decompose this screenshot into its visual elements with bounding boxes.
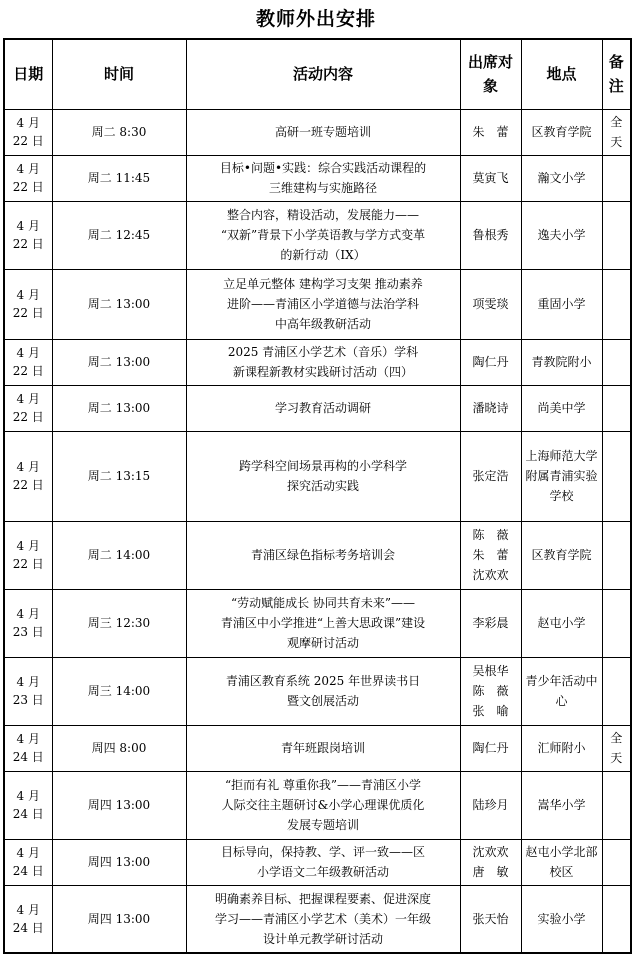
- row-time: 周二 13:15: [52, 431, 186, 521]
- row-date: 4 月 22 日: [4, 109, 52, 155]
- row-content: 青浦区教育系统 2025 年世界读书日 暨文创展活动: [186, 657, 460, 725]
- row-location: 逸夫小学: [521, 201, 602, 269]
- table-row: [4, 771, 631, 839]
- row-attendee: 莫寅飞: [460, 155, 521, 201]
- row-note: [602, 201, 631, 269]
- row-attendee: 陈 薇 朱 蕾 沈欢欢: [460, 521, 521, 589]
- row-attendee: 陶仁丹: [460, 339, 521, 385]
- row-date: 4 月 23 日: [4, 657, 52, 725]
- row-time: 周二 12:45: [52, 201, 186, 269]
- row-content: 立足单元整体 建构学习支架 推动素养 进阶——青浦区小学道德与法治学科 中高年级教研活动: [186, 269, 460, 339]
- table-row: [4, 589, 631, 657]
- row-attendee: 陶仁丹: [460, 725, 521, 771]
- schedule-table: [3, 38, 632, 954]
- row-date: 4 月 22 日: [4, 385, 52, 431]
- row-attendee: 沈欢欢 唐 敏: [460, 839, 521, 885]
- row-attendee: 朱 蕾: [460, 109, 521, 155]
- row-time: 周三 14:00: [52, 657, 186, 725]
- row-date: 4 月 22 日: [4, 269, 52, 339]
- row-date: 4 月 24 日: [4, 839, 52, 885]
- row-location: 区教育学院: [521, 109, 602, 155]
- row-location: 嵩华小学: [521, 771, 602, 839]
- row-time: 周四 13:00: [52, 839, 186, 885]
- row-attendee: 张定浩: [460, 431, 521, 521]
- row-time: 周二 8:30: [52, 109, 186, 155]
- table-row: [4, 839, 631, 885]
- row-date: 4 月 23 日: [4, 589, 52, 657]
- row-time: 周四 13:00: [52, 885, 186, 953]
- row-note: [602, 431, 631, 521]
- row-time: 周二 13:00: [52, 269, 186, 339]
- row-note: [602, 885, 631, 953]
- row-note: [602, 155, 631, 201]
- row-content: 2025 青浦区小学艺术（音乐）学科 新课程新教材实践研讨活动（四）: [186, 339, 460, 385]
- row-time: 周二 14:00: [52, 521, 186, 589]
- row-location: 上海师范大学附属青浦实验学校: [521, 431, 602, 521]
- row-location: 赵屯小学: [521, 589, 602, 657]
- row-content: 跨学科空间场景再构的小学科学 探究活动实践: [186, 431, 460, 521]
- table-row: [4, 521, 631, 589]
- row-attendee: 鲁根秀: [460, 201, 521, 269]
- row-location: 青教院附小: [521, 339, 602, 385]
- row-location: 区教育学院: [521, 521, 602, 589]
- row-location: 汇师附小: [521, 725, 602, 771]
- row-location: 尚美中学: [521, 385, 602, 431]
- header-time: 时间: [52, 39, 186, 109]
- header-content: 活动内容: [186, 39, 460, 109]
- row-date: 4 月 24 日: [4, 771, 52, 839]
- row-date: 4 月 22 日: [4, 431, 52, 521]
- header-note: 备注: [602, 39, 631, 109]
- row-content: 目标导向，保持教、学、评一致——区 小学语文二年级教研活动: [186, 839, 460, 885]
- row-time: 周二 13:00: [52, 339, 186, 385]
- row-content: “劳动赋能成长 协同共育未来”—— 青浦区中小学推进“上善大思政课”建设 观摩研讨活动: [186, 589, 460, 657]
- row-attendee: 项雯琰: [460, 269, 521, 339]
- table-row: [4, 109, 631, 155]
- row-note: [602, 521, 631, 589]
- row-date: 4 月 22 日: [4, 155, 52, 201]
- row-note: [602, 771, 631, 839]
- table-row: [4, 201, 631, 269]
- row-location: 青少年活动中心: [521, 657, 602, 725]
- row-date: 4 月 22 日: [4, 521, 52, 589]
- row-content: “拒而有礼 尊重你我”——青浦区小学 人际交往主题研讨&小学心理课优质化 发展专题培训: [186, 771, 460, 839]
- row-date: 4 月 24 日: [4, 725, 52, 771]
- row-date: 4 月 24 日: [4, 885, 52, 953]
- table-row: [4, 385, 631, 431]
- row-location: 实验小学: [521, 885, 602, 953]
- row-content: 青年班跟岗培训: [186, 725, 460, 771]
- row-note: 全天: [602, 725, 631, 771]
- row-content: 学习教育活动调研: [186, 385, 460, 431]
- row-content: 高研一班专题培训: [186, 109, 460, 155]
- page-title: 教师外出安排: [255, 8, 376, 30]
- header-attendee: 出席对象: [460, 39, 521, 109]
- table-row: [4, 339, 631, 385]
- row-content: 目标•问题•实践：综合实践活动课程的 三维建构与实施路径: [186, 155, 460, 201]
- table-row: [4, 725, 631, 771]
- table-row: [4, 269, 631, 339]
- row-location: 赵屯小学北部校区: [521, 839, 602, 885]
- header-date: 日期: [4, 39, 52, 109]
- row-note: [602, 385, 631, 431]
- row-attendee: 潘晓诗: [460, 385, 521, 431]
- row-date: 4 月 22 日: [4, 201, 52, 269]
- row-time: 周二 11:45: [52, 155, 186, 201]
- row-time: 周二 13:00: [52, 385, 186, 431]
- row-note: [602, 657, 631, 725]
- row-attendee: 吴根华 陈 薇 张 喻: [460, 657, 521, 725]
- table-row: [4, 657, 631, 725]
- row-time: 周四 8:00: [52, 725, 186, 771]
- row-attendee: 陆珍月: [460, 771, 521, 839]
- table-row: [4, 155, 631, 201]
- row-note: [602, 269, 631, 339]
- row-attendee: 李彩晨: [460, 589, 521, 657]
- table-row: [4, 431, 631, 521]
- table-row: [4, 885, 631, 953]
- row-location: 瀚文小学: [521, 155, 602, 201]
- header-row: [4, 39, 631, 109]
- row-attendee: 张天怡: [460, 885, 521, 953]
- row-note: [602, 339, 631, 385]
- row-note: [602, 589, 631, 657]
- row-content: 青浦区绿色指标考务培训会: [186, 521, 460, 589]
- row-location: 重固小学: [521, 269, 602, 339]
- row-time: 周三 12:30: [52, 589, 186, 657]
- header-location: 地点: [521, 39, 602, 109]
- row-content: 明确素养目标、把握课程要素、促进深度 学习——青浦区小学艺术（美术）一年级 设计单元教学研讨活动: [186, 885, 460, 953]
- row-note: 全天: [602, 109, 631, 155]
- row-content: 整合内容，精设活动，发展能力—— “双新”背景下小学英语教与学方式变革 的新行动（IX）: [186, 201, 460, 269]
- row-time: 周四 13:00: [52, 771, 186, 839]
- row-note: [602, 839, 631, 885]
- row-date: 4 月 22 日: [4, 339, 52, 385]
